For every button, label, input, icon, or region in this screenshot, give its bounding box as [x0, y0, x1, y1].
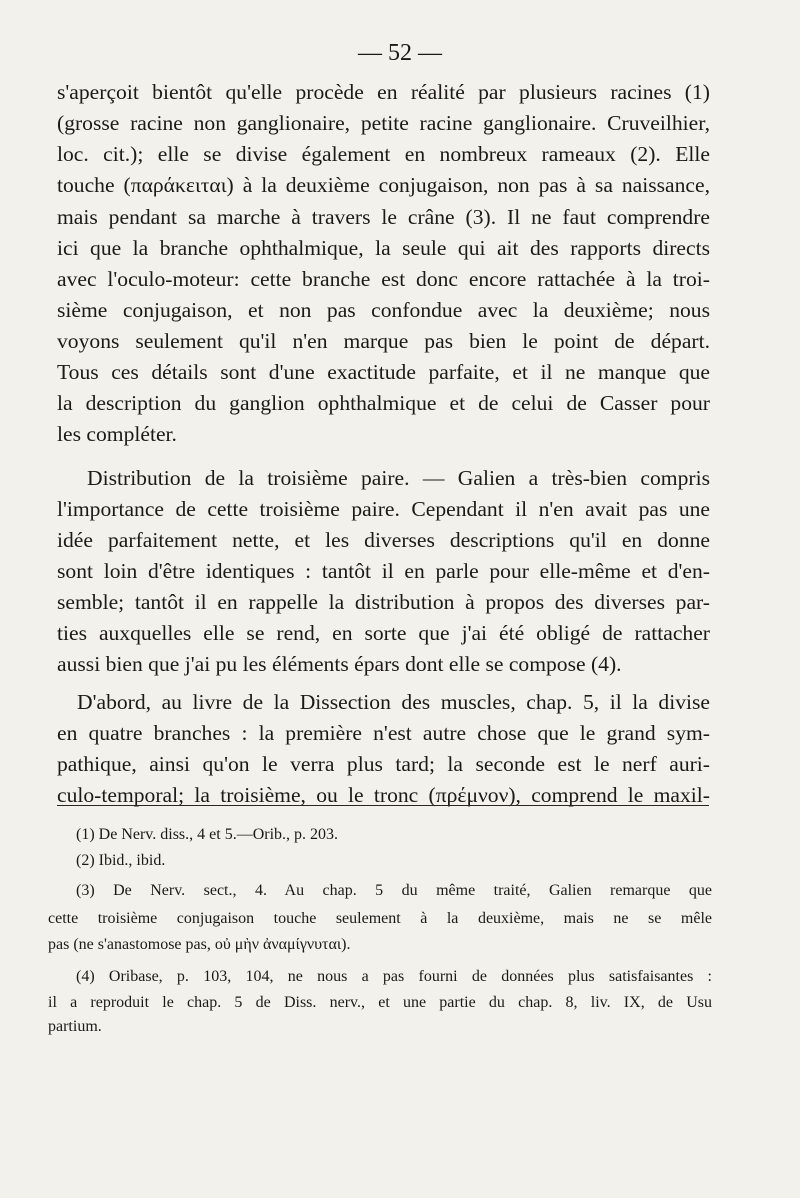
body-line: sième conjugaison, et non pas confondue avec la deuxième; nous	[57, 298, 710, 322]
body-line: loc. cit.); elle se divise également en nombreux rameaux (2). Elle	[57, 142, 710, 166]
body-line: D'abord, au livre de la Dissection des muscles, chap. 5, il la divise	[77, 690, 710, 714]
body-line: l'importance de cette troisième paire. Cependant il n'en avait pas une	[57, 497, 710, 521]
body-line: ici que la branche ophthalmique, la seule qui ait des rapports directs	[57, 236, 710, 260]
body-line: idée parfaitement nette, et les diverses descriptions qu'il en donne	[57, 528, 710, 552]
body-line: Tous ces détails sont d'une exactitude parfaite, et il ne manque que	[57, 360, 710, 384]
body-line: voyons seulement qu'il n'en marque pas bien le point de départ.	[57, 329, 710, 353]
footnote-line: (4) Oribase, p. 103, 104, ne nous a pas fourni de données plus satisfaisantes :	[76, 968, 712, 985]
footnote-line: pas (ne s'anastomose pas, οὐ μὴν ἀναμίγνυται).	[48, 936, 351, 953]
page-number: — 52 —	[358, 40, 442, 66]
footnote-line: partium.	[48, 1018, 102, 1035]
footnote-line: (3) De Nerv. sect., 4. Au chap. 5 du même traité, Galien remarque que	[76, 882, 712, 899]
body-line: (grosse racine non ganglionaire, petite racine ganglionaire. Cruveilhier,	[57, 111, 710, 135]
body-line: les compléter.	[57, 422, 177, 446]
footnote-line: il a reproduit le chap. 5 de Diss. nerv., et une partie du chap. 8, liv. IX, de Usu	[48, 994, 712, 1011]
body-line: ties auxquelles elle se rend, en sorte que j'ai été obligé de rattacher	[57, 621, 710, 645]
body-line: aussi bien que j'ai pu les éléments épars dont elle se compose (4).	[57, 652, 622, 676]
body-line: mais pendant sa marche à travers le crâne (3). Il ne faut comprendre	[57, 205, 710, 229]
body-line: culo-temporal; la troisième, ou le tronc (πρέμνον), comprend le maxil-	[57, 783, 710, 807]
footnote-line: (2) Ibid., ibid.	[76, 852, 166, 869]
footnote-separator	[57, 805, 709, 806]
body-line: pathique, ainsi qu'on le verra plus tard; la seconde est le nerf auri-	[57, 752, 710, 776]
footnote-line: cette troisième conjugaison touche seulement à la deuxième, mais ne se mêle	[48, 910, 712, 927]
body-line: avec l'oculo-moteur: cette branche est donc encore rattachée à la troi-	[57, 267, 710, 291]
body-line: touche (παράκειται) à la deuxième conjugaison, non pas à sa naissance,	[57, 173, 710, 197]
body-line: s'aperçoit bientôt qu'elle procède en réalité par plusieurs racines (1)	[57, 80, 710, 104]
body-line: semble; tantôt il en rappelle la distribution à propos des diverses par-	[57, 590, 710, 614]
body-line: la description du ganglion ophthalmique et de celui de Casser pour	[57, 391, 710, 415]
footnote-line: (1) De Nerv. diss., 4 et 5.—Orib., p. 203.	[76, 826, 339, 843]
body-line: sont loin d'être identiques : tantôt il en parle pour elle-même et d'en-	[57, 559, 710, 583]
body-line: en quatre branches : la première n'est autre chose que le grand sym-	[57, 721, 710, 745]
body-line: Distribution de la troisième paire. — Galien a très-bien compris	[87, 466, 710, 490]
